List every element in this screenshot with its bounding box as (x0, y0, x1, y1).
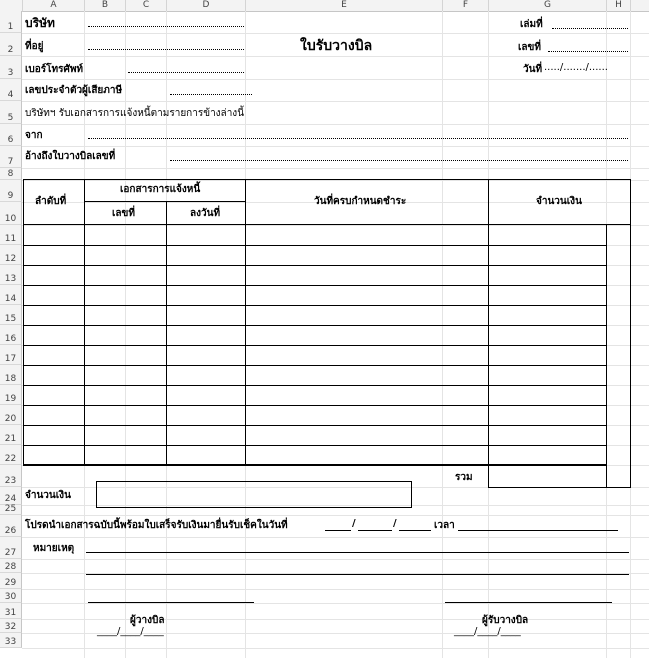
row-header[interactable]: 14 (0, 285, 22, 305)
amount-label: จำนวนเงิน (25, 490, 71, 501)
col-doc-no-header: เลขที่ (112, 208, 135, 219)
table-border-top (23, 179, 630, 180)
note-text: โปรดนำเอกสารฉบับนี้พร้อมใบเสร็จรับเงินมายื่นรับเช็คในวันที่ (25, 520, 288, 531)
note-date-day[interactable] (325, 530, 351, 531)
col-due-header: วันที่ครบกำหนดชำระ (314, 196, 407, 207)
receiver-label: ผู้รับวางบิล (482, 615, 529, 626)
col-header-f[interactable]: F (443, 0, 489, 12)
gridline-row (22, 180, 649, 181)
row-header[interactable]: 6 (0, 124, 22, 146)
table-row-line (23, 325, 607, 326)
table-border-right (630, 179, 631, 488)
book-no-field[interactable] (552, 28, 628, 29)
col-header-c[interactable]: C (126, 0, 167, 12)
table-col-line (245, 179, 246, 465)
col-header-a[interactable]: A (23, 0, 85, 12)
row-header[interactable]: 5 (0, 101, 22, 124)
company-field[interactable] (88, 26, 244, 27)
gridline-row (22, 619, 649, 620)
row-header[interactable]: 18 (0, 365, 22, 385)
table-border-left (23, 179, 24, 465)
from-field[interactable] (88, 138, 628, 139)
total-label: รวม (455, 472, 473, 483)
table-row-line (23, 265, 607, 266)
row-header[interactable]: 28 (0, 559, 22, 573)
ref-label: อ้างถึงใบวางบิลเลขที่ (25, 151, 116, 162)
doc-no-field[interactable] (548, 51, 628, 52)
biller-sign-date[interactable]: ____/____/____ (97, 626, 164, 637)
table-row-line (23, 365, 607, 366)
row-header[interactable]: 9 (0, 180, 22, 202)
row-header[interactable]: 25 (0, 505, 22, 515)
date-value[interactable]: ...../......./...... (544, 62, 608, 73)
note-date-slash-1: / (352, 518, 356, 529)
table-border-body-bottom (23, 464, 607, 465)
gridline-row (22, 603, 649, 604)
phone-field[interactable] (128, 72, 244, 73)
address-label: ที่อยู่ (25, 41, 44, 52)
date-label: วันที่ (523, 64, 543, 75)
row-header[interactable]: 27 (0, 537, 22, 559)
row-header[interactable]: 30 (0, 589, 22, 603)
biller-label: ผู้วางบิล (130, 615, 165, 626)
col-doc-group-header: เอกสารการแจ้งหนี้ (120, 184, 201, 195)
book-no-label: เล่มที่ (520, 19, 543, 30)
remark-line-1[interactable] (86, 552, 629, 553)
row-header[interactable]: 19 (0, 385, 22, 405)
acknowledge-text: บริษัทฯ รับเอกสารการแจ้งหนี้ตามรายการข้างล่างนี้ (25, 108, 245, 119)
row-header[interactable]: 8 (0, 168, 22, 180)
col-header-b[interactable]: B (85, 0, 126, 12)
gridline-row (22, 146, 649, 147)
row-header[interactable]: 33 (0, 633, 22, 648)
remark-label: หมายเหตุ (33, 543, 75, 554)
note-date-year[interactable] (399, 530, 431, 531)
table-row-line (23, 245, 607, 246)
table-row-line (23, 405, 607, 406)
row-header[interactable]: 32 (0, 619, 22, 633)
gridline-row (22, 648, 649, 649)
row-header[interactable]: 16 (0, 325, 22, 345)
remark-line-2[interactable] (86, 574, 629, 575)
col-header-g[interactable]: G (489, 0, 607, 12)
receiver-signature-line[interactable] (445, 602, 612, 603)
note-date-month[interactable] (358, 530, 392, 531)
row-header[interactable]: 12 (0, 245, 22, 265)
note-date-slash-2: / (393, 518, 397, 529)
table-row-line (23, 465, 607, 466)
table-row-line (23, 285, 607, 286)
row-header[interactable]: 21 (0, 425, 22, 445)
table-col-line (606, 224, 607, 488)
gridline-row (22, 589, 649, 590)
row-header[interactable]: 17 (0, 345, 22, 365)
tax-id-label: เลขประจำตัวผู้เสียภาษี (25, 85, 123, 96)
gridline-row (22, 79, 649, 80)
row-header[interactable]: 3 (0, 56, 22, 79)
phone-label: เบอร์โทรศัพท์ (25, 64, 84, 75)
gridline-row (22, 168, 649, 169)
table-row-line (23, 445, 607, 446)
doc-no-label: เลขที่ (518, 42, 541, 53)
table-border-group (84, 201, 246, 202)
table-border-total-bottom (488, 487, 630, 488)
gridline-row (22, 101, 649, 102)
gridline-row (22, 124, 649, 125)
row-header[interactable]: 7 (0, 146, 22, 168)
row-header[interactable]: 20 (0, 405, 22, 425)
gridline-col (442, 11, 443, 658)
gridline-row (22, 537, 649, 538)
page-title: ใบรับวางบิล (300, 38, 373, 54)
table-row-line (23, 425, 607, 426)
col-header-e[interactable]: E (246, 0, 443, 12)
row-header[interactable]: 24 (0, 487, 22, 505)
col-header-blank (631, 0, 649, 12)
table-col-line (166, 201, 167, 465)
time-field[interactable] (458, 530, 618, 531)
amount-words-box[interactable] (96, 481, 412, 508)
table-col-line (84, 179, 85, 465)
from-label: จาก (25, 130, 43, 141)
time-label: เวลา (434, 520, 455, 531)
row-header[interactable]: 23 (0, 465, 22, 487)
table-row-line (23, 305, 607, 306)
table-border-header-bottom (23, 224, 630, 225)
col-amount-header: จำนวนเงิน (536, 196, 582, 207)
col-header-h[interactable]: H (607, 0, 631, 12)
row-header[interactable]: 22 (0, 445, 22, 465)
row-header[interactable]: 29 (0, 573, 22, 589)
row-header[interactable]: 10 (0, 202, 22, 225)
col-header-d[interactable]: D (167, 0, 246, 12)
gridline-row (22, 559, 649, 560)
company-label: บริษัท (25, 16, 55, 30)
row-header[interactable]: 13 (0, 265, 22, 285)
gridline-row (22, 225, 649, 226)
biller-signature-line[interactable] (88, 602, 254, 603)
col-doc-date-header: ลงวันที่ (190, 208, 221, 219)
table-col-line (488, 179, 489, 488)
tax-id-field[interactable] (170, 94, 252, 95)
row-header[interactable]: 2 (0, 33, 22, 56)
table-row-line (23, 345, 607, 346)
gridline-row (22, 33, 649, 34)
row-header[interactable]: 11 (0, 225, 22, 245)
row-header[interactable]: 26 (0, 515, 22, 537)
receiver-sign-date[interactable]: ____/____/____ (454, 626, 521, 637)
row-header[interactable]: 15 (0, 305, 22, 325)
row-header[interactable]: 1 (0, 11, 22, 33)
row-header[interactable]: 4 (0, 79, 22, 101)
gridline-row (22, 515, 649, 516)
col-seq-header: ลำดับที่ (35, 196, 67, 207)
address-field[interactable] (88, 49, 244, 50)
row-header[interactable]: 31 (0, 603, 22, 619)
ref-field[interactable] (170, 160, 628, 161)
table-row-line (23, 385, 607, 386)
